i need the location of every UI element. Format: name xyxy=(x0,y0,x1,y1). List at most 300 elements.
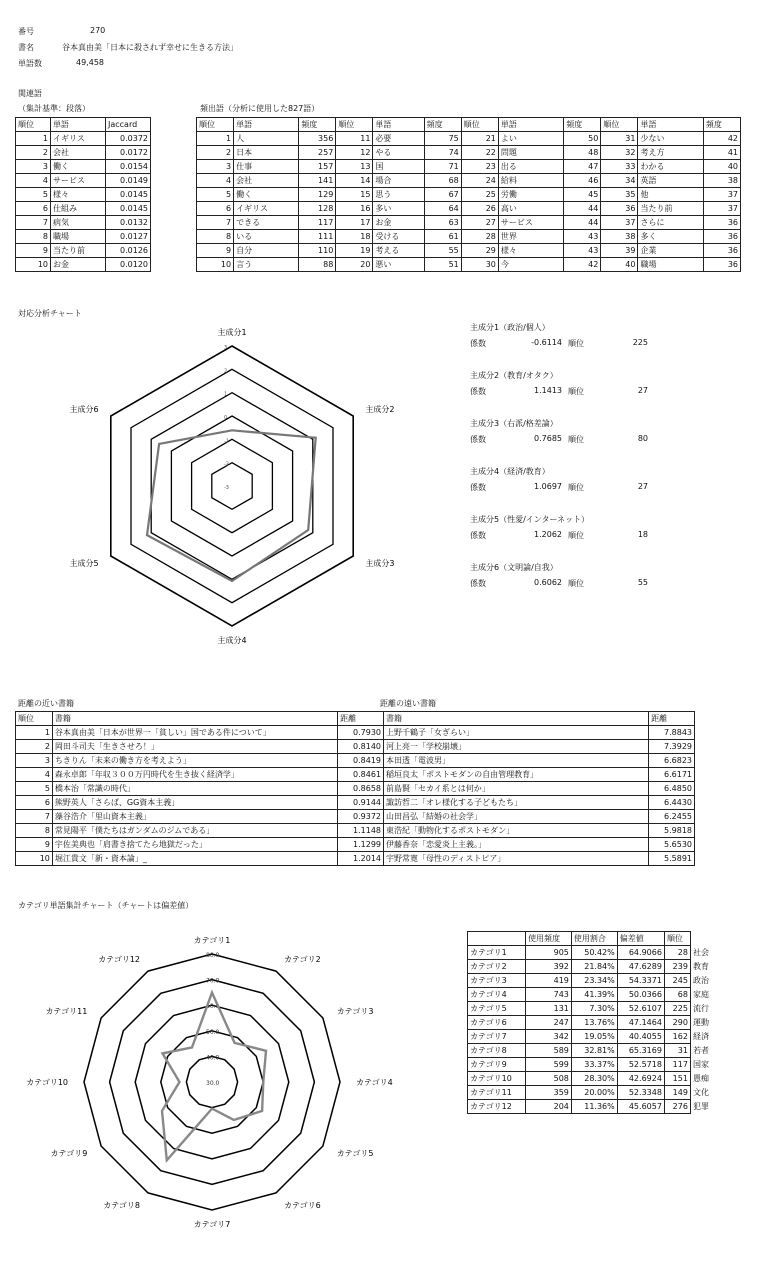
genre-cell: 社会 xyxy=(692,948,709,957)
frequency-cell: 36 xyxy=(703,258,740,272)
word-cell: わかる xyxy=(638,160,703,174)
ratio-cell: 41.39% xyxy=(571,988,617,1002)
table-row xyxy=(197,202,741,216)
rank-cell: 37 xyxy=(601,216,638,230)
component-name: 主成分5（性愛/インターネット） xyxy=(470,515,590,524)
correspondence-radar-chart xyxy=(40,320,430,675)
component-name: 主成分2（教育/オタク） xyxy=(470,371,558,380)
genre-cell: 文化 xyxy=(692,1088,709,1097)
tick-label: -1 xyxy=(224,438,229,445)
category-cell: カテゴリ12 xyxy=(468,1100,526,1114)
jaccard-cell: 0.0127 xyxy=(106,230,151,244)
word-cell: 問題 xyxy=(498,146,563,160)
near-book-cell: 宇佐美典也「肩書き捨てたら地獄だった」 xyxy=(52,838,337,852)
rank-cell: 5 xyxy=(197,188,234,202)
word-cell: サービス xyxy=(51,174,106,188)
word-cell: 考える xyxy=(373,244,424,258)
coefficient-label: 係数 xyxy=(470,531,486,540)
column-header: 順位 xyxy=(336,118,373,132)
table-header-row xyxy=(16,712,695,726)
coefficient-label: 係数 xyxy=(470,339,486,348)
frequency-cell: 359 xyxy=(526,1086,572,1100)
deviation-cell: 42.6924 xyxy=(617,1072,664,1086)
word-cell: 多く xyxy=(638,230,703,244)
ratio-cell: 23.34% xyxy=(571,974,617,988)
ratio-cell: 11.36% xyxy=(571,1100,617,1114)
column-header xyxy=(468,932,526,946)
axis-label: カテゴリ6 xyxy=(284,1201,321,1210)
deviation-cell: 52.3348 xyxy=(617,1086,664,1100)
far-book-cell: 宇野常寛「母性のディストピア」 xyxy=(384,852,649,866)
frequency-cell: 157 xyxy=(299,160,336,174)
frequency-cell: 905 xyxy=(526,946,572,960)
coefficient-value: -0.6114 xyxy=(531,338,562,347)
frequency-cell: 41 xyxy=(703,146,740,160)
frequency-cell: 38 xyxy=(703,174,740,188)
word-cell: 日本 xyxy=(234,146,299,160)
frequency-cell: 71 xyxy=(424,160,461,174)
related-subtitle: （集計基準：段落） xyxy=(18,104,90,113)
jaccard-cell: 0.0154 xyxy=(106,160,151,174)
word-cell: よい xyxy=(498,132,563,146)
rank-cell: 8 xyxy=(16,230,51,244)
word-cell: 高い xyxy=(498,202,563,216)
frequency-cell: 48 xyxy=(564,146,601,160)
far-book-cell: 稲垣良太「ポストモダンの自由管理教育」 xyxy=(384,768,649,782)
rank-cell: 5 xyxy=(16,188,51,202)
related-section-title: 関連語 xyxy=(18,89,42,98)
far-distance-cell: 7.8843 xyxy=(649,726,695,740)
rank-cell: 7 xyxy=(16,216,51,230)
jaccard-cell: 0.0132 xyxy=(106,216,151,230)
column-header: 単語 xyxy=(234,118,299,132)
rank-label: 順位 xyxy=(568,531,584,540)
far-distance-cell: 5.5891 xyxy=(649,852,695,866)
tick-label: 60.0 xyxy=(206,1003,220,1011)
table-row xyxy=(197,216,741,230)
word-cell: 思う xyxy=(373,188,424,202)
category-cell: カテゴリ9 xyxy=(468,1058,526,1072)
rank-cell: 14 xyxy=(336,174,373,188)
column-header: 順位 xyxy=(197,118,234,132)
rank-cell: 10 xyxy=(16,852,53,866)
word-cell: 会社 xyxy=(234,174,299,188)
word-cell: 企業 xyxy=(638,244,703,258)
column-header: 頻度 xyxy=(564,118,601,132)
coefficient-value: 0.6062 xyxy=(534,578,562,587)
category-cell: カテゴリ6 xyxy=(468,1016,526,1030)
rank-cell: 29 xyxy=(461,244,498,258)
table-row xyxy=(16,202,151,216)
rank-value: 225 xyxy=(632,338,648,347)
rank-cell: 17 xyxy=(336,216,373,230)
word-count-value: 49,458 xyxy=(76,58,104,67)
genre-cell: 運動 xyxy=(692,1018,709,1027)
far-book-cell: 上野千鶴子「女ぎらい」 xyxy=(384,726,649,740)
table-header-row xyxy=(16,118,151,132)
rank-cell: 21 xyxy=(461,132,498,146)
table-row xyxy=(197,160,741,174)
word-cell: 世界 xyxy=(498,230,563,244)
tick-label: 70.0 xyxy=(206,977,220,985)
word-cell: 必要 xyxy=(373,132,424,146)
axis-label: カテゴリ8 xyxy=(103,1201,140,1210)
axis-label: カテゴリ10 xyxy=(26,1078,68,1087)
word-cell: 会社 xyxy=(51,146,106,160)
rank-cell: 16 xyxy=(336,202,373,216)
frequency-cell: 46 xyxy=(564,174,601,188)
rank-value: 27 xyxy=(637,482,648,491)
frequency-cell: 599 xyxy=(526,1058,572,1072)
jaccard-cell: 0.0149 xyxy=(106,174,151,188)
rank-cell: 1 xyxy=(197,132,234,146)
axis-label: 主成分2 xyxy=(365,405,395,414)
rank-cell: 26 xyxy=(461,202,498,216)
related-table xyxy=(15,117,151,272)
axis-label: カテゴリ7 xyxy=(193,1220,231,1229)
near-book-cell: 藻谷浩介「里山資本主義」 xyxy=(52,810,337,824)
deviation-cell: 50.0366 xyxy=(617,988,664,1002)
table-row xyxy=(468,1058,717,1072)
rank-cell: 23 xyxy=(461,160,498,174)
far-distance-cell: 6.4430 xyxy=(649,796,695,810)
frequency-cell: 74 xyxy=(424,146,461,160)
table-row xyxy=(468,1030,717,1044)
word-cell: できる xyxy=(234,216,299,230)
column-header: 使用割合 xyxy=(571,932,617,946)
frequency-cell: 36 xyxy=(703,244,740,258)
near-distance-cell: 1.1148 xyxy=(338,824,384,838)
frequency-cell: 247 xyxy=(526,1016,572,1030)
near-distance-cell: 1.2014 xyxy=(338,852,384,866)
frequency-cell: 392 xyxy=(526,960,572,974)
table-row xyxy=(197,230,741,244)
frequency-cell: 40 xyxy=(703,160,740,174)
frequency-cell: 342 xyxy=(526,1030,572,1044)
data-series-line xyxy=(147,430,316,581)
component-name: 主成分6（文明論/自我） xyxy=(470,563,558,572)
far-distance-cell: 5.6530 xyxy=(649,838,695,852)
coefficient-value: 1.0697 xyxy=(534,482,562,491)
rank-cell: 4 xyxy=(16,768,53,782)
tick-label: 3 xyxy=(224,345,228,351)
axis-label: 主成分3 xyxy=(365,559,395,568)
books-distance-table xyxy=(15,711,695,866)
frequency-cell: 64 xyxy=(424,202,461,216)
rank-cell: 22 xyxy=(461,146,498,160)
rank-label: 順位 xyxy=(568,579,584,588)
word-cell: お金 xyxy=(51,258,106,272)
rank-cell: 4 xyxy=(197,174,234,188)
rank-cell: 13 xyxy=(336,160,373,174)
rank-cell: 290 xyxy=(664,1016,690,1030)
jaccard-cell: 0.0120 xyxy=(106,258,151,272)
axis-label: 主成分5 xyxy=(69,559,99,568)
far-distance-cell: 6.4850 xyxy=(649,782,695,796)
axis-label: カテゴリ5 xyxy=(336,1149,374,1158)
rank-cell: 3 xyxy=(16,160,51,174)
table-row xyxy=(468,960,717,974)
rank-cell: 8 xyxy=(16,824,53,838)
column-header: 単語 xyxy=(638,118,703,132)
column-header: 使用頻度 xyxy=(526,932,572,946)
tick-label: 80.0 xyxy=(206,952,220,959)
jaccard-cell: 0.0126 xyxy=(106,244,151,258)
genre-cell: 家庭 xyxy=(692,990,709,999)
column-header: 単語 xyxy=(51,118,106,132)
column-header: 順位 xyxy=(16,712,53,726)
rank-value: 18 xyxy=(637,530,648,539)
rank-cell: 8 xyxy=(197,230,234,244)
number-value: 270 xyxy=(90,26,106,35)
near-book-cell: 常見陽平「僕たちはガンダムのジムである」 xyxy=(52,824,337,838)
near-distance-cell: 0.8461 xyxy=(338,768,384,782)
frequency-cell: 51 xyxy=(424,258,461,272)
frequency-cell: 68 xyxy=(424,174,461,188)
near-distance-cell: 0.8140 xyxy=(338,740,384,754)
component-name: 主成分1（政治/個人） xyxy=(470,323,550,332)
rank-cell: 24 xyxy=(461,174,498,188)
genre-cell: 流行 xyxy=(692,1004,709,1013)
genre-cell: 経済 xyxy=(692,1032,709,1041)
rank-cell: 20 xyxy=(336,258,373,272)
title-label: 書名 xyxy=(18,43,34,52)
category-cell: カテゴリ11 xyxy=(468,1086,526,1100)
column-header: 順位 xyxy=(16,118,51,132)
word-cell: 職場 xyxy=(51,230,106,244)
axis-label: カテゴリ4 xyxy=(356,1078,393,1087)
table-header-row xyxy=(197,118,741,132)
tick-label: 40.0 xyxy=(206,1054,220,1062)
rank-value: 55 xyxy=(637,578,648,587)
rank-cell: 5 xyxy=(16,782,53,796)
rank-cell: 225 xyxy=(664,1002,690,1016)
word-cell: 考え方 xyxy=(638,146,703,160)
ratio-cell: 28.30% xyxy=(571,1072,617,1086)
rank-value: 80 xyxy=(637,434,648,443)
rank-cell: 3 xyxy=(16,754,53,768)
genre-cell: 政治 xyxy=(692,976,709,985)
word-cell: 職場 xyxy=(638,258,703,272)
word-cell: 仕組み xyxy=(51,202,106,216)
rank-cell: 9 xyxy=(16,838,53,852)
near-book-cell: 熊野英人「さらば、GG資本主義」 xyxy=(52,796,337,810)
word-cell: やる xyxy=(373,146,424,160)
near-book-cell: 橋本治「常識の時代」 xyxy=(52,782,337,796)
tick-label: 1 xyxy=(224,391,228,398)
category-cell: カテゴリ1 xyxy=(468,946,526,960)
axis-label: カテゴリ1 xyxy=(193,936,231,945)
axis-label: カテゴリ9 xyxy=(50,1149,88,1158)
frequency-cell: 131 xyxy=(526,1002,572,1016)
frequency-cell: 50 xyxy=(564,132,601,146)
tick-label: 30.0 xyxy=(206,1080,220,1087)
column-header: 頻度 xyxy=(299,118,336,132)
axis-label: 主成分6 xyxy=(69,405,99,414)
word-cell: 様々 xyxy=(51,188,106,202)
rank-cell: 19 xyxy=(336,244,373,258)
word-cell: サービス xyxy=(498,216,563,230)
axis-label: カテゴリ2 xyxy=(284,955,321,964)
genre-cell: 若者 xyxy=(692,1046,709,1055)
word-cell: 給料 xyxy=(498,174,563,188)
category-cell: カテゴリ2 xyxy=(468,960,526,974)
far-book-cell: 伊藤香奈「恋愛炎上主義。」 xyxy=(384,838,649,852)
rank-cell: 9 xyxy=(197,244,234,258)
near-distance-cell: 0.9372 xyxy=(338,810,384,824)
frequency-cell: 589 xyxy=(526,1044,572,1058)
tick-label: -3 xyxy=(224,485,229,491)
rank-cell: 239 xyxy=(664,960,690,974)
genre-cell: 教育 xyxy=(692,962,709,971)
word-cell: 人 xyxy=(234,132,299,146)
rank-cell: 7 xyxy=(197,216,234,230)
frequent-table xyxy=(196,117,741,272)
book-title: 谷本真由美「日本に殺されず幸せに生きる方法」 xyxy=(62,43,238,52)
column-header: 偏差値 xyxy=(617,932,664,946)
column-header xyxy=(690,932,716,946)
grid-ring xyxy=(192,439,273,532)
near-books-title: 距離の近い書籍 xyxy=(18,699,74,708)
table-row xyxy=(16,258,151,272)
rank-cell: 12 xyxy=(336,146,373,160)
table-row xyxy=(197,244,741,258)
word-cell: 当たり前 xyxy=(638,202,703,216)
rank-cell: 36 xyxy=(601,202,638,216)
column-header: Jaccard xyxy=(106,118,151,132)
rank-cell: 28 xyxy=(664,946,690,960)
word-cell: 少ない xyxy=(638,132,703,146)
rank-cell: 149 xyxy=(664,1086,690,1100)
table-row xyxy=(468,1044,717,1058)
near-book-cell: 岡田斗司夫「生きさせろ！」 xyxy=(52,740,337,754)
word-cell: 受ける xyxy=(373,230,424,244)
deviation-cell: 40.4055 xyxy=(617,1030,664,1044)
frequency-cell: 67 xyxy=(424,188,461,202)
rank-cell: 33 xyxy=(601,160,638,174)
table-row xyxy=(468,1016,717,1030)
rank-cell: 38 xyxy=(601,230,638,244)
far-distance-cell: 7.3929 xyxy=(649,740,695,754)
far-books-title: 距離の遠い書籍 xyxy=(380,699,436,708)
frequent-subtitle: 頻出語（分析に使用した827語） xyxy=(200,104,320,113)
column-header: 距離 xyxy=(649,712,695,726)
rank-cell: 25 xyxy=(461,188,498,202)
rank-label: 順位 xyxy=(568,339,584,348)
rank-cell: 2 xyxy=(16,146,51,160)
frequency-cell: 55 xyxy=(424,244,461,258)
frequency-cell: 419 xyxy=(526,974,572,988)
frequency-cell: 204 xyxy=(526,1100,572,1114)
frequency-cell: 508 xyxy=(526,1072,572,1086)
frequency-cell: 88 xyxy=(299,258,336,272)
column-header: 順位 xyxy=(601,118,638,132)
far-distance-cell: 5.9818 xyxy=(649,824,695,838)
frequency-cell: 43 xyxy=(564,230,601,244)
coefficient-label: 係数 xyxy=(470,483,486,492)
rank-cell: 35 xyxy=(601,188,638,202)
coefficient-label: 係数 xyxy=(470,579,486,588)
table-row xyxy=(16,132,151,146)
table-row xyxy=(16,852,695,866)
ratio-cell: 21.84% xyxy=(571,960,617,974)
component-name: 主成分3（右派/格差論） xyxy=(470,419,558,428)
far-book-cell: 前島賢「セカイ系とは何か」 xyxy=(384,782,649,796)
deviation-cell: 47.6289 xyxy=(617,960,664,974)
column-header: 距離 xyxy=(338,712,384,726)
coefficient-value: 1.2062 xyxy=(534,530,562,539)
far-distance-cell: 6.6171 xyxy=(649,768,695,782)
column-header: 順位 xyxy=(461,118,498,132)
rank-value: 27 xyxy=(637,386,648,395)
rank-cell: 10 xyxy=(16,258,51,272)
ratio-cell: 32.81% xyxy=(571,1044,617,1058)
column-header: 頻度 xyxy=(703,118,740,132)
table-row xyxy=(468,974,717,988)
coefficient-label: 係数 xyxy=(470,387,486,396)
word-cell: イギリス xyxy=(234,202,299,216)
table-row xyxy=(197,174,741,188)
rank-cell: 2 xyxy=(16,740,53,754)
frequency-cell: 743 xyxy=(526,988,572,1002)
frequency-cell: 36 xyxy=(703,230,740,244)
word-cell: 英語 xyxy=(638,174,703,188)
grid-ring xyxy=(111,346,353,626)
word-cell: いる xyxy=(234,230,299,244)
frequency-cell: 37 xyxy=(703,202,740,216)
frequency-cell: 63 xyxy=(424,216,461,230)
near-distance-cell: 0.8419 xyxy=(338,754,384,768)
axis-label: カテゴリ3 xyxy=(336,1007,374,1016)
rank-cell: 31 xyxy=(601,132,638,146)
category-cell: カテゴリ8 xyxy=(468,1044,526,1058)
rank-cell: 9 xyxy=(16,244,51,258)
genre-cell: 国家 xyxy=(692,1060,709,1069)
data-series-line xyxy=(162,993,266,1161)
rank-cell: 4 xyxy=(16,174,51,188)
tick-label: 2 xyxy=(224,368,228,375)
rank-cell: 1 xyxy=(16,132,51,146)
category-title: カテゴリ単語集計チャート（チャートは偏差値） xyxy=(18,901,194,910)
frequency-cell: 47 xyxy=(564,160,601,174)
grid-ring xyxy=(212,463,252,510)
near-distance-cell: 0.7930 xyxy=(338,726,384,740)
coefficient-value: 0.7685 xyxy=(534,434,562,443)
rank-cell: 39 xyxy=(601,244,638,258)
near-distance-cell: 0.9144 xyxy=(338,796,384,810)
frequency-cell: 45 xyxy=(564,188,601,202)
rank-label: 順位 xyxy=(568,387,584,396)
frequency-cell: 36 xyxy=(703,216,740,230)
table-row xyxy=(16,216,151,230)
frequency-cell: 356 xyxy=(299,132,336,146)
jaccard-cell: 0.0145 xyxy=(106,188,151,202)
table-row xyxy=(468,988,717,1002)
rank-label: 順位 xyxy=(568,483,584,492)
deviation-cell: 45.6057 xyxy=(617,1100,664,1114)
table-row xyxy=(16,230,151,244)
category-radar-chart xyxy=(26,922,430,1242)
table-row xyxy=(16,810,695,824)
grid-ring xyxy=(171,416,292,556)
near-book-cell: 谷本真由美「日本が世界一「貧しい」国である件について」 xyxy=(52,726,337,740)
table-row xyxy=(16,838,695,852)
category-cell: カテゴリ10 xyxy=(468,1072,526,1086)
word-cell: お金 xyxy=(373,216,424,230)
genre-cell: 愚痴 xyxy=(692,1074,709,1083)
near-book-cell: 堀江貴文「新・資本論」_ xyxy=(52,852,337,866)
axis-label: 主成分1 xyxy=(217,328,247,337)
